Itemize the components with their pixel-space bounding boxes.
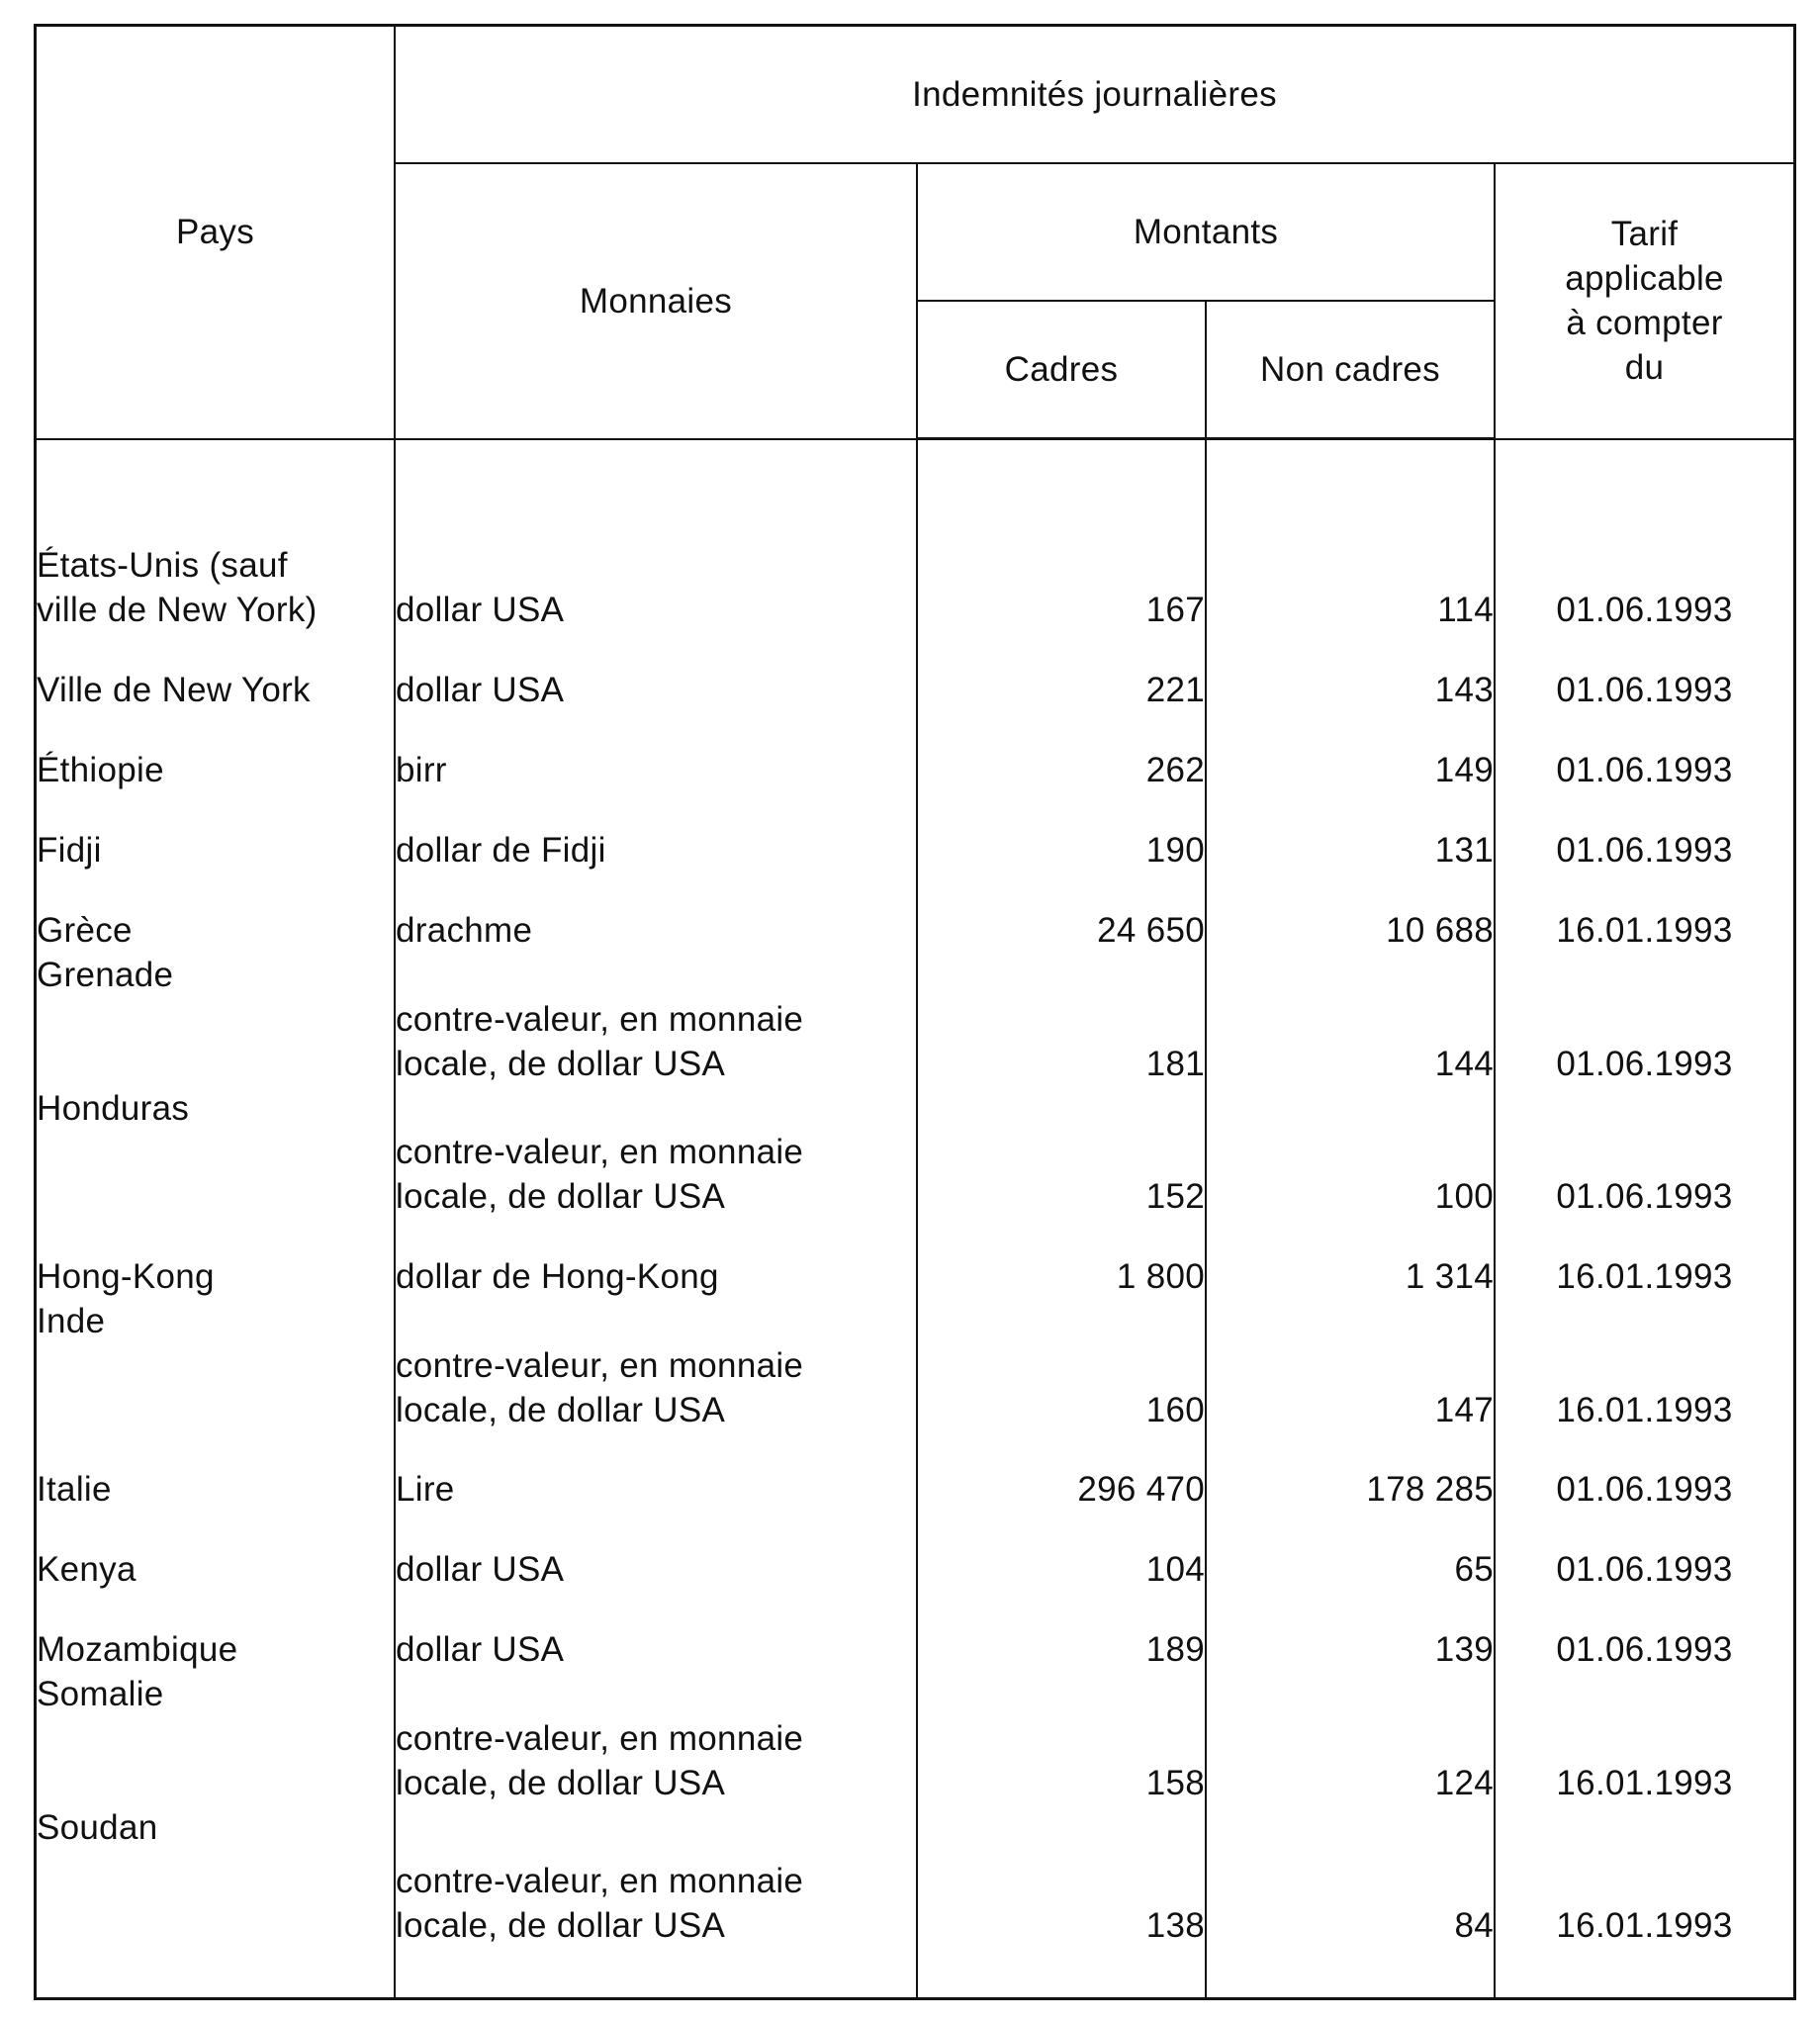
cell-monnaie: dollar USA xyxy=(395,1592,917,1672)
allowance-table-frame xyxy=(34,24,1796,2000)
table-row xyxy=(37,1592,1793,1672)
header-cadres: Cadres xyxy=(917,301,1206,439)
cell-pays: Somalie xyxy=(37,1672,395,1805)
cell-date: 01.06.1993 xyxy=(1495,632,1793,712)
cell-date: 16.01.1993 xyxy=(1495,1299,1793,1432)
cell-pays: Hong-Kong xyxy=(37,1219,395,1299)
cell-monnaie: dollar de Fidji xyxy=(395,792,917,873)
cell-monnaie xyxy=(395,1299,917,1432)
cell-pays: Fidji xyxy=(37,792,395,873)
cell-cadres: 160 xyxy=(917,1299,1206,1432)
cell-monnaie xyxy=(395,1086,917,1220)
cell-non-cadres: 178 285 xyxy=(1206,1432,1495,1513)
pays-line: États-Unis (sauf xyxy=(37,546,288,586)
cell-cadres: 1 800 xyxy=(917,1219,1206,1299)
table-row xyxy=(37,1512,1793,1592)
cell-non-cadres: 124 xyxy=(1206,1672,1495,1805)
cell-date: 01.06.1993 xyxy=(1495,1086,1793,1220)
cell-monnaie: drachme xyxy=(395,873,917,953)
cell-date: 16.01.1993 xyxy=(1495,1672,1793,1805)
monnaie-line: contre-valeur, en monnaie xyxy=(396,1133,804,1172)
header-tarif-line: à compter xyxy=(1566,304,1723,343)
cell-cadres: 152 xyxy=(917,1086,1206,1220)
table-row xyxy=(37,439,1793,633)
cell-date: 01.06.1993 xyxy=(1495,439,1793,633)
cell-date: 01.06.1993 xyxy=(1495,792,1793,873)
table-row xyxy=(37,1672,1793,1805)
cell-pays: Italie xyxy=(37,1432,395,1513)
header-tarif-line: du xyxy=(1624,348,1665,388)
table-header xyxy=(37,27,1793,439)
cell-cadres: 158 xyxy=(917,1672,1206,1805)
table-row xyxy=(37,792,1793,873)
monnaie-line: contre-valeur, en monnaie xyxy=(396,1862,804,1900)
cell-cadres: 262 xyxy=(917,712,1206,792)
cell-date: 16.01.1993 xyxy=(1495,1219,1793,1299)
cell-non-cadres: 10 688 xyxy=(1206,873,1495,953)
header-tarif xyxy=(1495,163,1793,439)
cell-non-cadres: 65 xyxy=(1206,1512,1495,1592)
cell-pays: Inde xyxy=(37,1299,395,1432)
cell-pays: Grenade xyxy=(37,953,395,1086)
cell-date: 01.06.1993 xyxy=(1495,712,1793,792)
cell-pays: Ville de New York xyxy=(37,632,395,712)
cell-cadres: 181 xyxy=(917,953,1206,1086)
table-row xyxy=(37,953,1793,1086)
header-non-cadres: Non cadres xyxy=(1206,301,1495,439)
monnaie-line: locale, de dollar USA xyxy=(396,1906,726,1945)
cell-monnaie: dollar USA xyxy=(395,439,917,633)
cell-non-cadres: 143 xyxy=(1206,632,1495,712)
table-row xyxy=(37,632,1793,712)
table-row xyxy=(37,873,1793,953)
cell-non-cadres: 100 xyxy=(1206,1086,1495,1220)
cell-non-cadres: 1 314 xyxy=(1206,1219,1495,1299)
cell-pays: Mozambique xyxy=(37,1592,395,1672)
header-monnaies: Monnaies xyxy=(395,163,917,439)
monnaie-line: contre-valeur, en monnaie xyxy=(396,999,804,1039)
table-row xyxy=(37,712,1793,792)
cell-non-cadres: 114 xyxy=(1206,439,1495,633)
header-tarif-line: Tarif xyxy=(1610,215,1679,254)
cell-monnaie xyxy=(395,1805,917,1997)
cell-cadres: 167 xyxy=(917,439,1206,633)
cell-monnaie: birr xyxy=(395,712,917,792)
cell-cadres: 24 650 xyxy=(917,873,1206,953)
cell-cadres: 221 xyxy=(917,632,1206,712)
table-row xyxy=(37,1219,1793,1299)
monnaie-line: contre-valeur, en monnaie xyxy=(396,1718,804,1758)
cell-cadres: 296 470 xyxy=(917,1432,1206,1513)
cell-non-cadres: 149 xyxy=(1206,712,1495,792)
cell-non-cadres: 84 xyxy=(1206,1805,1495,1997)
cell-monnaie: Lire xyxy=(395,1432,917,1513)
table-row xyxy=(37,1432,1793,1513)
cell-pays: Soudan xyxy=(37,1805,395,1997)
table-row xyxy=(37,1086,1793,1220)
monnaie-line: contre-valeur, en monnaie xyxy=(396,1345,804,1385)
cell-pays: Éthiopie xyxy=(37,712,395,792)
header-tarif-line: applicable xyxy=(1565,259,1724,299)
cell-cadres: 138 xyxy=(917,1805,1206,1997)
cell-date: 01.06.1993 xyxy=(1495,1432,1793,1513)
cell-pays: Honduras xyxy=(37,1086,395,1220)
header-pays: Pays xyxy=(37,27,395,439)
daily-allowance-table xyxy=(37,27,1793,1997)
cell-cadres: 190 xyxy=(917,792,1206,873)
cell-date: 16.01.1993 xyxy=(1495,1805,1793,1997)
cell-non-cadres: 139 xyxy=(1206,1592,1495,1672)
cell-non-cadres: 131 xyxy=(1206,792,1495,873)
cell-pays xyxy=(37,439,395,633)
cell-pays: Grèce xyxy=(37,873,395,953)
monnaie-line: locale, de dollar USA xyxy=(396,1763,726,1802)
cell-cadres: 104 xyxy=(917,1512,1206,1592)
cell-monnaie xyxy=(395,1672,917,1805)
table-row xyxy=(37,1805,1793,1997)
cell-pays: Kenya xyxy=(37,1512,395,1592)
cell-date: 01.06.1993 xyxy=(1495,953,1793,1086)
header-indemnites: Indemnités journalières xyxy=(395,27,1793,163)
cell-non-cadres: 144 xyxy=(1206,953,1495,1086)
cell-monnaie: dollar de Hong-Kong xyxy=(395,1219,917,1299)
pays-line: ville de New York) xyxy=(37,591,318,630)
table-body xyxy=(37,439,1793,1998)
cell-cadres: 189 xyxy=(917,1592,1206,1672)
header-montants: Montants xyxy=(917,163,1495,301)
cell-date: 16.01.1993 xyxy=(1495,873,1793,953)
monnaie-line: locale, de dollar USA xyxy=(396,1390,726,1429)
cell-monnaie xyxy=(395,953,917,1086)
cell-date: 01.06.1993 xyxy=(1495,1592,1793,1672)
table-row xyxy=(37,1299,1793,1432)
monnaie-line: locale, de dollar USA xyxy=(396,1177,726,1217)
cell-monnaie: dollar USA xyxy=(395,632,917,712)
monnaie-line: locale, de dollar USA xyxy=(396,1044,726,1083)
cell-non-cadres: 147 xyxy=(1206,1299,1495,1432)
cell-monnaie: dollar USA xyxy=(395,1512,917,1592)
cell-date: 01.06.1993 xyxy=(1495,1512,1793,1592)
